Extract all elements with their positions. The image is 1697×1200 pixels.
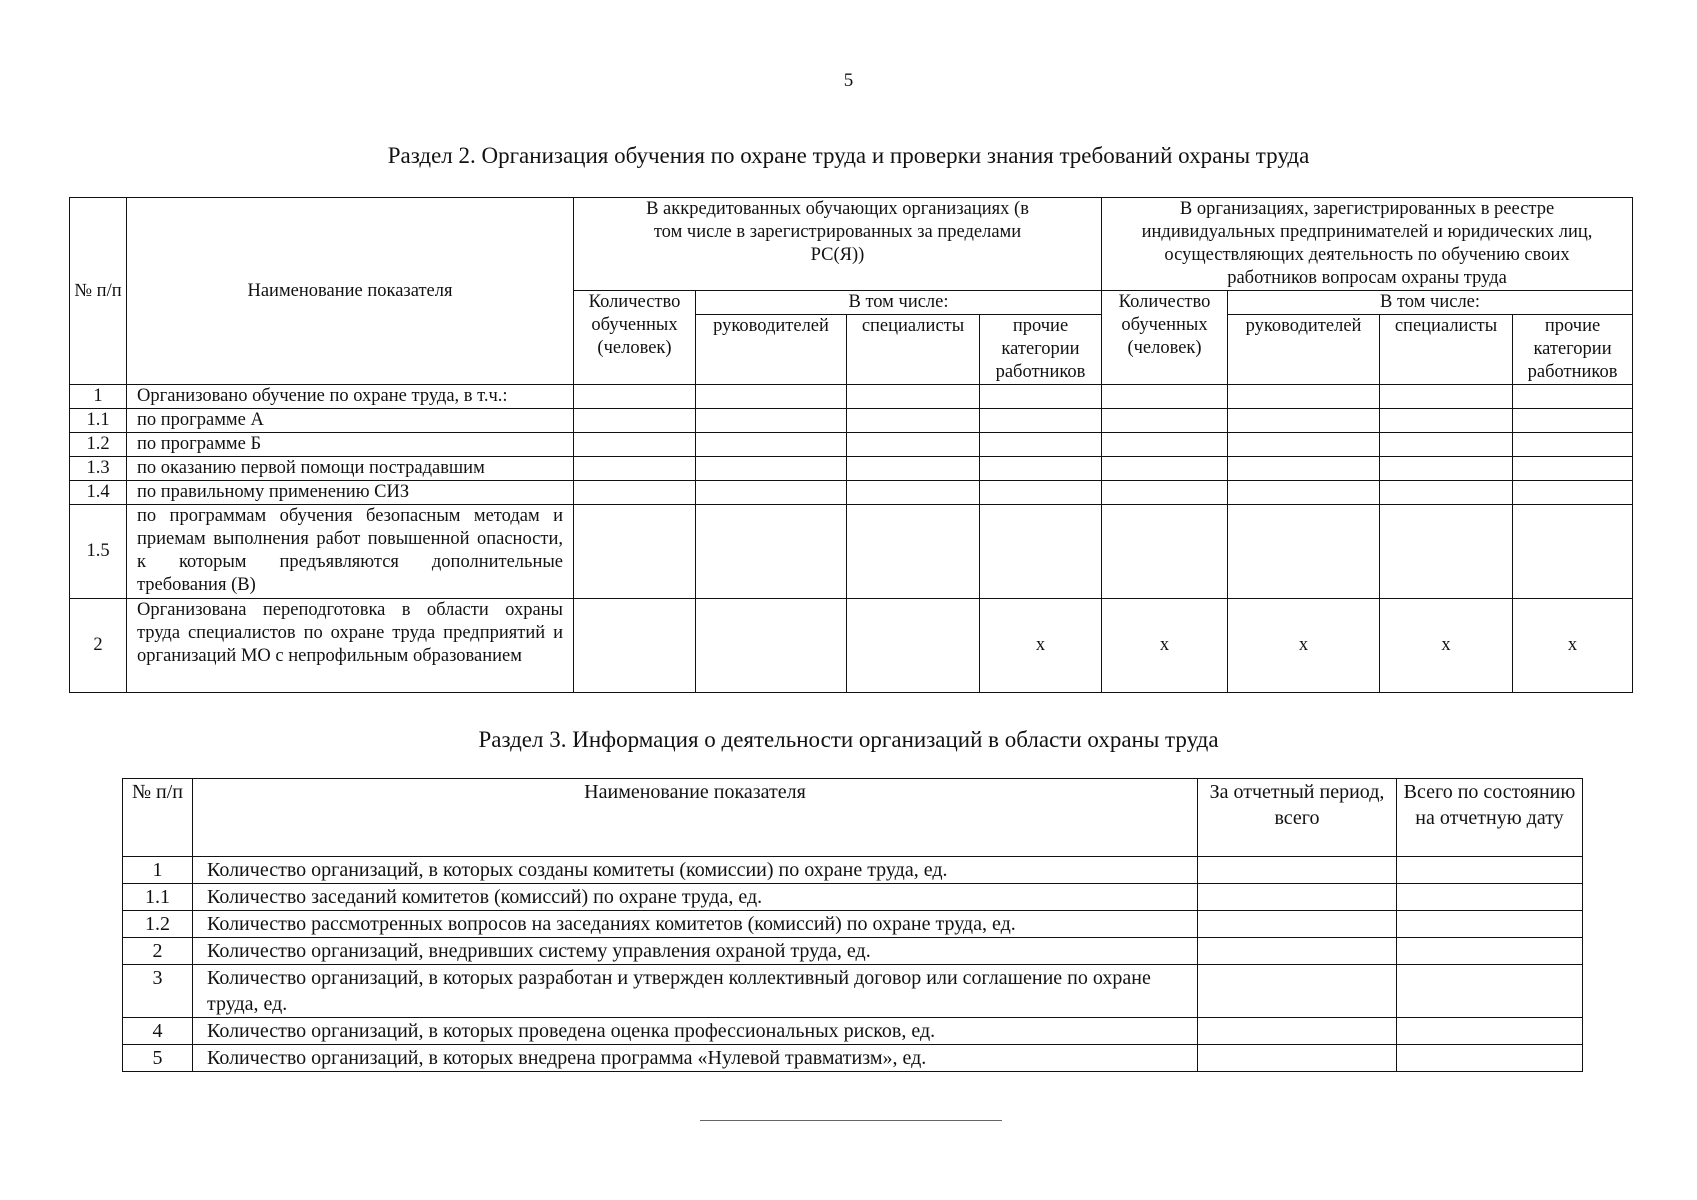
- row-cell[interactable]: [574, 409, 696, 433]
- row-cell[interactable]: [696, 409, 847, 433]
- row-cell[interactable]: [847, 599, 980, 693]
- row-cell[interactable]: [1380, 505, 1513, 599]
- header-count-b: Количество обученных (человек): [1102, 291, 1228, 385]
- row-cell[interactable]: [980, 385, 1102, 409]
- row-cell[interactable]: [574, 457, 696, 481]
- period-value-cell[interactable]: [1198, 857, 1397, 884]
- table-row: [70, 599, 1633, 693]
- table-row: [123, 857, 1583, 884]
- header-others-a: прочие категории работников: [980, 315, 1102, 385]
- s3-header-name: Наименование показателя: [193, 779, 1198, 857]
- s3-header-total: Всего по состоянию на отчетную дату: [1397, 779, 1583, 857]
- header-others-b: прочие категории работников: [1513, 315, 1633, 385]
- s3-header-period: За отчетный период, всего: [1198, 779, 1397, 857]
- row-cell[interactable]: [1380, 409, 1513, 433]
- row-cell[interactable]: [1228, 457, 1380, 481]
- row-cell[interactable]: х: [1102, 599, 1228, 693]
- row-number: 1.2: [123, 911, 193, 938]
- row-number: 2: [123, 938, 193, 965]
- row-cell[interactable]: [980, 433, 1102, 457]
- table-row: [123, 1018, 1583, 1045]
- row-cell[interactable]: [696, 599, 847, 693]
- period-value-cell[interactable]: [1198, 911, 1397, 938]
- row-cell[interactable]: [1228, 409, 1380, 433]
- row-cell[interactable]: [1102, 481, 1228, 505]
- header-name: Наименование показателя: [127, 198, 574, 385]
- row-number: 1.5: [70, 505, 127, 599]
- row-cell[interactable]: [696, 505, 847, 599]
- row-number: 1.2: [70, 433, 127, 457]
- row-cell[interactable]: [574, 481, 696, 505]
- row-cell[interactable]: [1228, 481, 1380, 505]
- row-cell[interactable]: [980, 457, 1102, 481]
- row-number: 4: [123, 1018, 193, 1045]
- row-cell[interactable]: [574, 433, 696, 457]
- total-value-cell[interactable]: [1397, 1018, 1583, 1045]
- period-value-cell[interactable]: [1198, 1018, 1397, 1045]
- row-cell[interactable]: [980, 409, 1102, 433]
- section-3-title: Раздел 3. Информация о деятельности организаций в области охраны труда: [478, 727, 1219, 752]
- row-cell[interactable]: [696, 385, 847, 409]
- total-value-cell[interactable]: [1397, 911, 1583, 938]
- row-cell[interactable]: [1513, 409, 1633, 433]
- period-value-cell[interactable]: [1198, 1045, 1397, 1072]
- row-cell[interactable]: [847, 505, 980, 599]
- row-name: Организована переподготовка в области охраны труда специалистов по охране труда предприятий и организаций МО с непрофильным образованием: [127, 599, 574, 693]
- header-incl-b: В том числе:: [1228, 291, 1633, 315]
- header-managers-b: руководителей: [1228, 315, 1380, 385]
- row-cell[interactable]: [1513, 457, 1633, 481]
- table-row: [123, 965, 1583, 1018]
- row-cell[interactable]: [574, 505, 696, 599]
- page-number: 5: [843, 70, 854, 91]
- total-value-cell[interactable]: [1397, 884, 1583, 911]
- period-value-cell[interactable]: [1198, 884, 1397, 911]
- table-row: [70, 433, 1633, 457]
- row-cell[interactable]: [1380, 481, 1513, 505]
- row-cell[interactable]: [980, 505, 1102, 599]
- row-cell[interactable]: х: [1228, 599, 1380, 693]
- header-registered-orgs: В организациях, зарегистрированных в реестре индивидуальных предпринимателей и юридических лиц, осуществляющих деятельность по обучению своих работников вопросам охраны труда: [1102, 198, 1633, 291]
- row-name: по правильному применению СИЗ: [127, 481, 574, 505]
- row-cell[interactable]: [847, 385, 980, 409]
- row-number: 1.3: [70, 457, 127, 481]
- row-number: 1: [70, 385, 127, 409]
- total-value-cell[interactable]: [1397, 1045, 1583, 1072]
- table-row: [70, 457, 1633, 481]
- bottom-rule: [700, 1120, 1002, 1121]
- row-cell[interactable]: [1102, 433, 1228, 457]
- section-3-table: [122, 778, 1583, 1072]
- row-name: по программе А: [127, 409, 574, 433]
- header-specialists-b: специалисты: [1380, 315, 1513, 385]
- row-number: 5: [123, 1045, 193, 1072]
- row-cell[interactable]: [1513, 433, 1633, 457]
- row-cell[interactable]: [1513, 505, 1633, 599]
- s3-header-num: № п/п: [123, 779, 193, 857]
- table-row: [70, 385, 1633, 409]
- row-cell[interactable]: х: [1380, 599, 1513, 693]
- total-value-cell[interactable]: [1397, 965, 1583, 1018]
- row-cell[interactable]: [574, 599, 696, 693]
- row-cell[interactable]: [574, 385, 696, 409]
- row-cell[interactable]: [1228, 433, 1380, 457]
- period-value-cell[interactable]: [1198, 938, 1397, 965]
- row-cell[interactable]: [847, 409, 980, 433]
- row-cell[interactable]: [980, 481, 1102, 505]
- row-name: Организовано обучение по охране труда, в т.ч.:: [127, 385, 574, 409]
- row-cell[interactable]: [1102, 457, 1228, 481]
- section-2-table: [69, 197, 1633, 693]
- period-value-cell[interactable]: [1198, 965, 1397, 1018]
- row-cell[interactable]: [847, 457, 980, 481]
- header-count-a: Количество обученных (человек): [574, 291, 696, 385]
- total-value-cell[interactable]: [1397, 857, 1583, 884]
- table-row: [70, 409, 1633, 433]
- table-row: [123, 884, 1583, 911]
- row-cell[interactable]: [847, 433, 980, 457]
- row-cell[interactable]: [1102, 505, 1228, 599]
- table-row: [123, 1045, 1583, 1072]
- row-cell[interactable]: [1228, 505, 1380, 599]
- row-name: по программам обучения безопасным методам и приемам выполнения работ повышенной опасности, к которым предъявляются дополнительные требования (В): [127, 505, 574, 599]
- row-number: 2: [70, 599, 127, 693]
- row-name: по программе Б: [127, 433, 574, 457]
- row-cell[interactable]: х: [1513, 599, 1633, 693]
- header-num: № п/п: [70, 198, 127, 385]
- row-cell[interactable]: [1380, 385, 1513, 409]
- row-name: Количество заседаний комитетов (комиссий) по охране труда, ед.: [193, 884, 1198, 911]
- section-2-title: Раздел 2. Организация обучения по охране труда и проверки знания требований охраны труда: [387, 143, 1310, 168]
- row-number: 1.1: [70, 409, 127, 433]
- row-cell[interactable]: [1102, 409, 1228, 433]
- row-name: Количество организаций, в которых созданы комитеты (комиссии) по охране труда, ед.: [193, 857, 1198, 884]
- section-3-body: [123, 857, 1583, 1072]
- table-row: [123, 911, 1583, 938]
- row-name: Количество организаций, в которых проведена оценка профессиональных рисков, ед.: [193, 1018, 1198, 1045]
- row-name: Количество организаций, в которых разработан и утвержден коллективный договор или соглашение по охране труда, ед.: [193, 965, 1198, 1018]
- header-managers-a: руководителей: [696, 315, 847, 385]
- row-cell[interactable]: [696, 433, 847, 457]
- table-row: [123, 938, 1583, 965]
- table-row: [70, 481, 1633, 505]
- row-cell[interactable]: [1513, 385, 1633, 409]
- total-value-cell[interactable]: [1397, 938, 1583, 965]
- header-accredited-orgs: В аккредитованных обучающих организациях (в том числе в зарегистрированных за пределами РС(Я)): [574, 198, 1102, 291]
- row-name: по оказанию первой помощи пострадавшим: [127, 457, 574, 481]
- row-name: Количество организаций, в которых внедрена программа «Нулевой травматизм», ед.: [193, 1045, 1198, 1072]
- row-cell[interactable]: [1513, 481, 1633, 505]
- header-incl-a: В том числе:: [696, 291, 1102, 315]
- row-cell[interactable]: [1228, 385, 1380, 409]
- row-cell[interactable]: [1380, 457, 1513, 481]
- row-number: 1: [123, 857, 193, 884]
- row-cell[interactable]: [696, 457, 847, 481]
- row-number: 1.1: [123, 884, 193, 911]
- row-number: 3: [123, 965, 193, 1018]
- row-name: Количество рассмотренных вопросов на заседаниях комитетов (комиссий) по охране труда, ед.: [193, 911, 1198, 938]
- header-specialists-a: специалисты: [847, 315, 980, 385]
- row-cell[interactable]: [847, 481, 980, 505]
- row-cell[interactable]: [1380, 433, 1513, 457]
- row-cell[interactable]: [696, 481, 847, 505]
- table-row: [70, 505, 1633, 599]
- section-2-body: [70, 385, 1633, 693]
- row-name: Количество организаций, внедривших систему управления охраной труда, ед.: [193, 938, 1198, 965]
- row-cell[interactable]: х: [980, 599, 1102, 693]
- row-cell[interactable]: [1102, 385, 1228, 409]
- row-number: 1.4: [70, 481, 127, 505]
